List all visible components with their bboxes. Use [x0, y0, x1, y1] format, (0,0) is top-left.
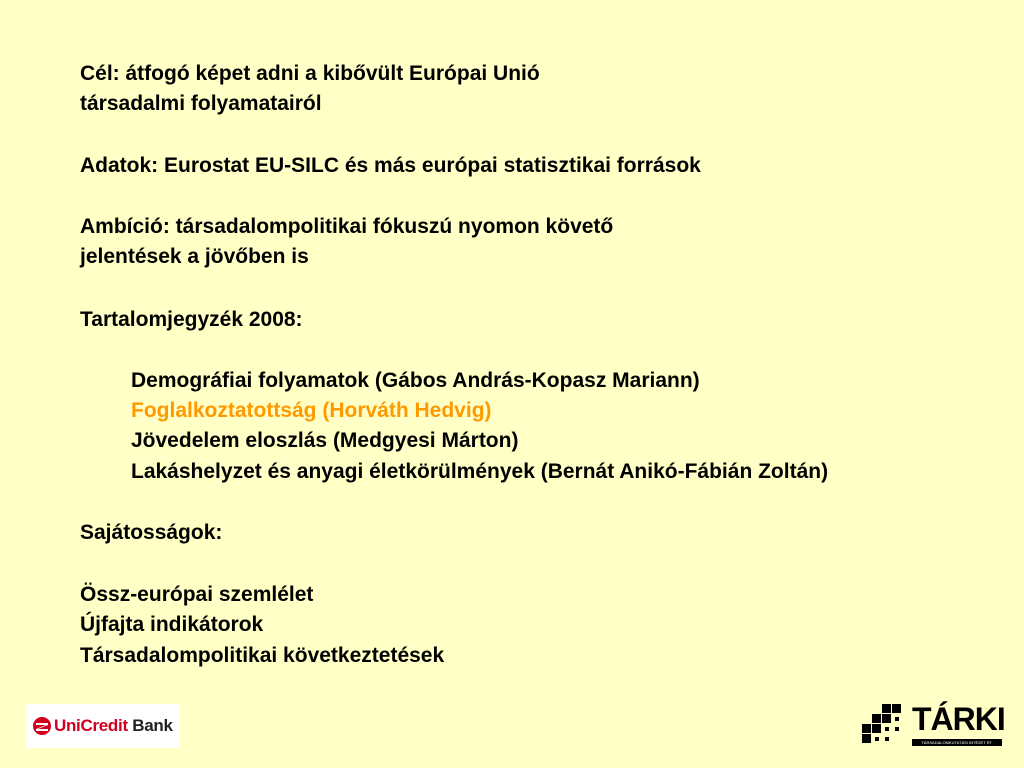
tarki-logo: [862, 701, 1005, 746]
tarki-logo-text: TÁRKI: [912, 701, 1005, 737]
goal-line-1: Cél: átfogó képet adni a kibővült Európai Unió: [80, 62, 540, 85]
ambition-line-2: jelentések a jövőben is: [80, 245, 309, 268]
toc-heading: Tartalomjegyzék 2008:: [80, 308, 303, 331]
goal-line-2: társadalmi folyamatairól: [80, 92, 322, 115]
tarki-logo-subtitle: TÁRSADALOMKUTATÁSI INTÉZET RT.: [912, 739, 1002, 746]
toc-item-income: Jövedelem eloszlás (Medgyesi Márton): [131, 429, 519, 452]
unicredit-logo: [26, 704, 180, 748]
feature-item: Újfajta indikátorok: [80, 613, 264, 636]
unicredit-logo-text: UniCredit Bank: [54, 716, 173, 735]
feature-item: Társadalompolitikai következtetések: [80, 644, 445, 667]
unicredit-logo-icon: [32, 716, 52, 736]
ambition-line-1: Ambíció: társadalompolitikai fókuszú nyomon követő: [80, 215, 614, 238]
toc-item-employment: Foglalkoztatottság (Horváth Hedvig): [131, 399, 492, 422]
features-heading: Sajátosságok:: [80, 521, 223, 544]
feature-item: Össz-európai szemlélet: [80, 583, 314, 606]
data-sources: Adatok: Eurostat EU-SILC és más európai statisztikai források: [80, 154, 701, 177]
toc-item-housing: Lakáshelyzet és anyagi életkörülmények (Bernát Anikó-Fábián Zoltán): [131, 460, 829, 483]
toc-item-demography: Demográfiai folyamatok (Gábos András-Kopasz Mariann): [131, 369, 700, 392]
tarki-logo-icon: [862, 704, 902, 744]
